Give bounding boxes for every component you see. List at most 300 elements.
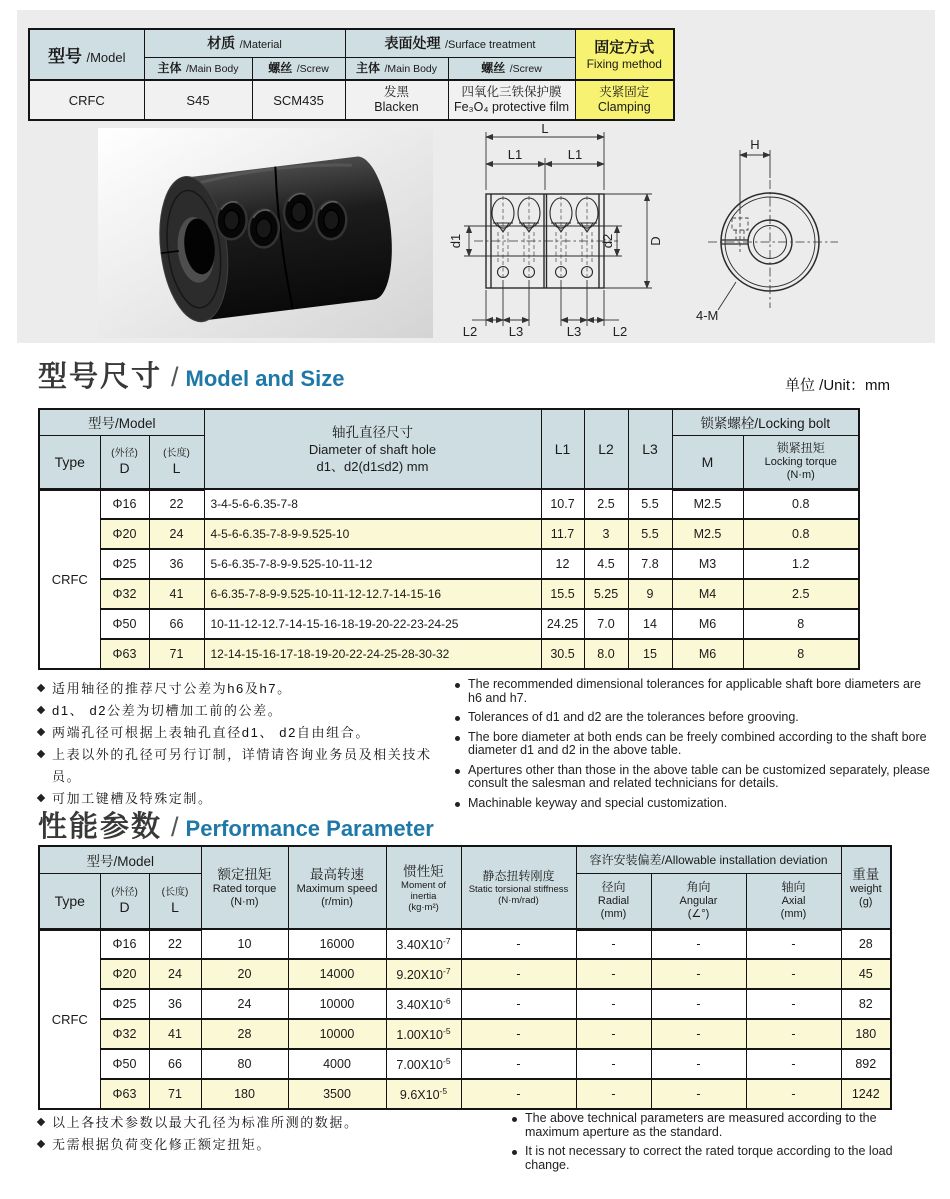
size-l1: 15.5 xyxy=(541,579,584,609)
spec-model-value: CRFC xyxy=(29,80,144,120)
inertia-exp: -7 xyxy=(443,965,451,976)
size-row xyxy=(39,609,859,639)
header-l3: L3 xyxy=(628,409,672,489)
stiffness-zh: 静态扭转刚度 xyxy=(482,869,555,883)
inertia-exp: -5 xyxy=(443,1025,451,1036)
spec-table xyxy=(28,28,675,121)
section-title-performance xyxy=(38,804,434,845)
size-l1: 11.7 xyxy=(541,519,584,549)
perf-row xyxy=(39,1049,891,1079)
size-l: 66 xyxy=(149,609,204,639)
spec-row xyxy=(29,80,674,120)
perf-row xyxy=(39,989,891,1019)
bullet-icon xyxy=(512,1117,517,1122)
size-d: Φ16 xyxy=(100,489,149,519)
perf-speed: 10000 xyxy=(288,1019,386,1049)
size-l2: 8.0 xyxy=(584,639,628,669)
perf-axial: - xyxy=(746,1049,841,1079)
bullet-icon xyxy=(455,716,460,721)
size-bores: 3-4-5-6-6.35-7-8 xyxy=(204,489,541,519)
spec-header-screw-en: /Screw xyxy=(296,63,329,76)
inertia-exp: -7 xyxy=(443,935,451,946)
spec-header-fixing-zh: 固定方式 xyxy=(594,38,655,56)
inertia-zh: 惯性矩 xyxy=(403,863,444,879)
header-d-note: (外径) xyxy=(111,886,138,898)
perf-torque: 24 xyxy=(201,989,288,1019)
bullet-icon xyxy=(455,736,460,741)
note-item xyxy=(455,711,932,725)
dim-label-L3-left: L3 xyxy=(508,324,524,339)
inertia-base: 1.00X10 xyxy=(396,1028,443,1043)
size-d: Φ63 xyxy=(100,639,149,669)
inertia-base: 9.20X10 xyxy=(396,968,443,983)
perf-d: Φ63 xyxy=(100,1079,149,1109)
rated-torque-zh: 额定扭矩 xyxy=(217,867,272,882)
perf-angular: - xyxy=(651,989,746,1019)
note-item xyxy=(38,744,455,788)
perf-axial: - xyxy=(746,929,841,959)
note-item xyxy=(512,1112,932,1139)
spec-header-material xyxy=(144,29,345,57)
axial-unit: (mm) xyxy=(780,908,807,920)
inertia-exp: -5 xyxy=(439,1085,448,1096)
weight-zh: 重量 xyxy=(852,867,880,882)
perf-l: 24 xyxy=(149,959,201,989)
perf-inertia xyxy=(386,929,461,959)
dim-label-H: H xyxy=(750,137,760,152)
dim-label-L1-right: L1 xyxy=(567,147,583,162)
section2-title-separator: / xyxy=(171,812,179,842)
size-l2: 2.5 xyxy=(584,489,628,519)
bullet-icon xyxy=(37,750,45,758)
header-type: Type xyxy=(39,435,100,489)
perf-weight: 892 xyxy=(841,1049,891,1079)
perf-l: 22 xyxy=(149,929,201,959)
shaft-header-range: d1、d2(d1≤d2) mm xyxy=(316,458,429,474)
perf-weight: 45 xyxy=(841,959,891,989)
size-l2: 4.5 xyxy=(584,549,628,579)
perf-torque: 180 xyxy=(201,1079,288,1109)
header-l2: L2 xyxy=(584,409,628,489)
dim-label-d1: d1 xyxy=(448,233,463,249)
header-radial xyxy=(576,873,651,929)
inertia-exp: -5 xyxy=(443,1055,451,1066)
torque-header-unit: (N·m) xyxy=(786,469,815,481)
size-row xyxy=(39,639,859,669)
perf-axial: - xyxy=(746,989,841,1019)
spec-header-model-en: /Model xyxy=(86,50,126,65)
size-torque: 0.8 xyxy=(743,519,859,549)
header-l-note: (长度) xyxy=(163,447,190,459)
bullet-icon xyxy=(455,769,460,774)
perf-d: Φ50 xyxy=(100,1049,149,1079)
size-l: 36 xyxy=(149,549,204,579)
dim-label-L2-right: L2 xyxy=(612,324,628,339)
spec-header-surface-zh: 表面处理 xyxy=(384,35,441,52)
perf-angular: - xyxy=(651,929,746,959)
size-torque: 8 xyxy=(743,609,859,639)
size-l: 24 xyxy=(149,519,204,549)
spec-header-model xyxy=(29,29,144,80)
note-item xyxy=(455,731,932,758)
note-text: Apertures other than those in the above table can be customized separately, please consult the salesman and related technicians for details. xyxy=(468,762,930,790)
axial-en: Axial xyxy=(781,895,806,907)
header-d xyxy=(100,873,149,929)
header-d-letter: D xyxy=(119,898,130,915)
angular-en: Angular xyxy=(679,895,718,907)
header-d-note: (外径) xyxy=(111,447,138,459)
spec-header-model-zh: 型号 xyxy=(48,47,82,66)
size-row xyxy=(39,519,859,549)
note-text: Tolerances of d1 and d2 are the tolerances before grooving. xyxy=(468,710,799,724)
note-text: d1、 d2公差为切槽加工前的公差。 xyxy=(52,703,283,718)
note-text: It is not necessary to correct the rated torque according to the load change. xyxy=(525,1144,893,1172)
inertia-base: 7.00X10 xyxy=(396,1058,443,1073)
note-item xyxy=(38,1134,512,1156)
stiffness-en: Static torsional stiffness xyxy=(468,884,569,895)
note-text: Machinable keyway and special customization. xyxy=(468,795,728,810)
perf-row xyxy=(39,1019,891,1049)
size-d: Φ20 xyxy=(100,519,149,549)
size-l: 22 xyxy=(149,489,204,519)
header-l1: L1 xyxy=(541,409,584,489)
perf-axial: - xyxy=(746,1079,841,1109)
section2-title-zh: 性能参数 xyxy=(38,811,163,843)
dim-label-L: L xyxy=(541,121,549,136)
spec-header-screw-zh: 螺丝 xyxy=(268,61,293,76)
header-weight xyxy=(841,846,891,929)
header-inertia xyxy=(386,846,461,929)
section-title-model-size xyxy=(38,354,344,395)
perf-angular: - xyxy=(651,959,746,989)
size-l3: 7.8 xyxy=(628,549,672,579)
perf-weight: 28 xyxy=(841,929,891,959)
size-m: M6 xyxy=(672,609,743,639)
perf-l: 41 xyxy=(149,1019,201,1049)
note-text: The bore diameter at both ends can be freely combined according to the shaft bore diameter d1 and d2 in the above table. xyxy=(468,729,927,757)
size-notes-en xyxy=(455,678,932,816)
max-speed-zh: 最高转速 xyxy=(310,867,364,882)
size-row xyxy=(39,579,859,609)
spec-header-fixing xyxy=(575,29,674,80)
size-notes-zh xyxy=(38,678,455,816)
unit-label: 单位 /Unit：mm xyxy=(784,377,890,394)
perf-stiffness: - xyxy=(461,1019,576,1049)
header-angular xyxy=(651,873,746,929)
perf-d: Φ25 xyxy=(100,989,149,1019)
perf-angular: - xyxy=(651,1049,746,1079)
perf-inertia xyxy=(386,959,461,989)
size-bores: 12-14-15-16-17-18-19-20-22-24-25-28-30-32 xyxy=(204,639,541,669)
inertia-base: 3.40X10 xyxy=(396,938,443,953)
header-deviation-group: 容许安装偏差/Allowable installation deviation xyxy=(576,846,841,873)
spec-header-material-zh: 材质 xyxy=(207,35,236,52)
perf-inertia xyxy=(386,1019,461,1049)
performance-notes-en xyxy=(512,1112,932,1178)
side-view-drawing xyxy=(436,120,688,347)
section1-title-en: Model and Size xyxy=(185,366,345,391)
perf-l: 71 xyxy=(149,1079,201,1109)
dim-label-D: D xyxy=(648,236,663,246)
header-locking-group: 锁紧螺栓/Locking bolt xyxy=(672,409,859,435)
note-item xyxy=(455,797,932,811)
perf-radial: - xyxy=(576,1019,651,1049)
dim-label-L2-left: L2 xyxy=(462,324,478,339)
header-l xyxy=(149,873,201,929)
spec-surface-main-value xyxy=(345,80,448,120)
section1-title-separator: / xyxy=(171,362,179,392)
size-l3: 15 xyxy=(628,639,672,669)
perf-d: Φ20 xyxy=(100,959,149,989)
header-stiffness xyxy=(461,846,576,929)
header-max-speed xyxy=(288,846,386,929)
note-text: 无需根据负荷变化修正额定扭矩。 xyxy=(52,1137,272,1152)
note-text: The above technical parameters are measured according to the maximum aperture as the standard. xyxy=(525,1111,877,1139)
perf-speed: 16000 xyxy=(288,929,386,959)
bullet-icon xyxy=(37,1118,45,1126)
header-l-letter: L xyxy=(171,898,179,915)
section1-title-zh: 型号尺寸 xyxy=(38,361,163,393)
size-bores: 5-6-6.35-7-8-9-9.525-10-11-12 xyxy=(204,549,541,579)
header-m: M xyxy=(672,435,743,489)
spec-header-surface-en: /Surface treatment xyxy=(445,39,536,52)
header-d xyxy=(100,435,149,489)
note-text: 可加工键槽及特殊定制。 xyxy=(52,791,213,806)
size-row xyxy=(39,549,859,579)
size-torque: 8 xyxy=(743,639,859,669)
note-item xyxy=(455,678,932,705)
size-model-cell: CRFC xyxy=(39,489,100,669)
dim-label-4M: 4-M xyxy=(696,308,719,323)
size-l1: 12 xyxy=(541,549,584,579)
header-type: Type xyxy=(39,873,100,929)
size-m: M3 xyxy=(672,549,743,579)
size-l1: 24.25 xyxy=(541,609,584,639)
size-l2: 7.0 xyxy=(584,609,628,639)
spec-surface-main-zh: 发黑 xyxy=(384,85,410,99)
perf-d: Φ32 xyxy=(100,1019,149,1049)
note-text: 适用轴径的推荐尺寸公差为h6及h7。 xyxy=(52,681,292,696)
weight-unit: (g) xyxy=(859,896,873,908)
spec-header-fixing-en: Fixing method xyxy=(586,56,662,71)
size-torque: 2.5 xyxy=(743,579,859,609)
dim-label-L3-right: L3 xyxy=(566,324,582,339)
perf-stiffness: - xyxy=(461,1049,576,1079)
spec-header-screw xyxy=(252,57,345,80)
note-text: 上表以外的孔径可另行订制，详情请咨询业务员及相关技术员。 xyxy=(52,747,432,784)
spec-header-mainbody-en: /Main Body xyxy=(185,63,239,76)
angular-zh: 角向 xyxy=(686,880,711,894)
size-notes xyxy=(38,678,932,816)
inertia-en: Moment of inertia xyxy=(401,879,446,902)
note-item xyxy=(455,764,932,791)
perf-angular: - xyxy=(651,1079,746,1109)
angular-unit: (∠°) xyxy=(687,908,710,920)
spec-header-mainbody xyxy=(144,57,252,80)
size-d: Φ50 xyxy=(100,609,149,639)
perf-row xyxy=(39,929,891,959)
perf-row xyxy=(39,1079,891,1109)
note-item xyxy=(38,722,455,744)
size-torque: 1.2 xyxy=(743,549,859,579)
header-rated-torque xyxy=(201,846,288,929)
perf-l: 36 xyxy=(149,989,201,1019)
size-l3: 5.5 xyxy=(628,489,672,519)
size-bores: 6-6.35-7-8-9-9.525-10-11-12-12.7-14-15-16 xyxy=(204,579,541,609)
spec-surface-screw-value xyxy=(448,80,575,120)
header-shaft-hole xyxy=(204,409,541,489)
perf-radial: - xyxy=(576,959,651,989)
header-l xyxy=(149,435,204,489)
size-torque: 0.8 xyxy=(743,489,859,519)
spec-fixing-en: Clamping xyxy=(597,100,651,114)
size-bores: 4-5-6-6.35-7-8-9-9.525-10 xyxy=(204,519,541,549)
note-item xyxy=(38,1112,512,1134)
bullet-icon xyxy=(37,728,45,736)
perf-stiffness: - xyxy=(461,989,576,1019)
size-l3: 5.5 xyxy=(628,519,672,549)
perf-inertia xyxy=(386,1049,461,1079)
stiffness-unit: (N·m/rad) xyxy=(498,895,539,906)
size-row xyxy=(39,489,859,519)
perf-axial: - xyxy=(746,959,841,989)
perf-angular: - xyxy=(651,1019,746,1049)
size-d: Φ25 xyxy=(100,549,149,579)
radial-zh: 径向 xyxy=(601,880,626,894)
spec-header-screw2-en: /Screw xyxy=(509,63,542,76)
section2-title-en: Performance Parameter xyxy=(185,816,434,841)
size-l: 71 xyxy=(149,639,204,669)
spec-header-material-en: /Material xyxy=(239,39,282,52)
model-size-table xyxy=(38,408,860,670)
max-speed-en: Maximum speed xyxy=(296,883,378,895)
bullet-icon xyxy=(37,1140,45,1148)
inertia-base: 9.6X10 xyxy=(399,1088,440,1103)
note-text: 两端孔径可根据上表轴孔直径d1、 d2自由组合。 xyxy=(52,725,370,740)
perf-radial: - xyxy=(576,929,651,959)
spec-header-mainbody2-en: /Main Body xyxy=(384,63,438,76)
perf-speed: 10000 xyxy=(288,989,386,1019)
torque-header-en: Locking torque xyxy=(764,456,837,468)
perf-speed: 14000 xyxy=(288,959,386,989)
spec-header-surface xyxy=(345,29,575,57)
note-item xyxy=(38,678,455,700)
perf-weight: 82 xyxy=(841,989,891,1019)
spec-header-screw2 xyxy=(448,57,575,80)
perf-stiffness: - xyxy=(461,1079,576,1109)
perf-weight: 1242 xyxy=(841,1079,891,1109)
spec-header-mainbody2 xyxy=(345,57,448,80)
bullet-icon xyxy=(37,684,45,692)
spec-header-mainbody2-zh: 主体 xyxy=(356,61,381,76)
perf-stiffness: - xyxy=(461,959,576,989)
size-l2: 5.25 xyxy=(584,579,628,609)
axial-zh: 轴向 xyxy=(781,880,806,894)
perf-torque: 80 xyxy=(201,1049,288,1079)
spec-header-screw2-zh: 螺丝 xyxy=(481,61,506,76)
performance-notes xyxy=(38,1112,932,1178)
bullet-icon xyxy=(37,706,45,714)
performance-notes-zh xyxy=(38,1112,512,1178)
size-l3: 14 xyxy=(628,609,672,639)
perf-model-cell: CRFC xyxy=(39,929,100,1109)
size-l2: 3 xyxy=(584,519,628,549)
size-m: M2.5 xyxy=(672,489,743,519)
dim-label-d2: d2 xyxy=(600,233,615,249)
perf-torque: 28 xyxy=(201,1019,288,1049)
rated-torque-en: Rated torque xyxy=(212,883,277,895)
perf-weight: 180 xyxy=(841,1019,891,1049)
header-locking-torque xyxy=(743,435,859,489)
max-speed-unit: (r/min) xyxy=(321,896,353,908)
header-l-note: (长度) xyxy=(161,886,189,898)
header-model-group: 型号/Model xyxy=(39,409,204,435)
size-m: M2.5 xyxy=(672,519,743,549)
bullet-icon xyxy=(455,802,460,807)
spec-fixing-zh: 夹紧固定 xyxy=(599,85,650,99)
header-axial xyxy=(746,873,841,929)
note-item xyxy=(38,700,455,722)
spec-material-main-value: S45 xyxy=(144,80,252,120)
perf-l: 66 xyxy=(149,1049,201,1079)
size-l3: 9 xyxy=(628,579,672,609)
perf-inertia xyxy=(386,989,461,1019)
inertia-exp: -6 xyxy=(443,995,451,1006)
perf-radial: - xyxy=(576,1079,651,1109)
size-m: M6 xyxy=(672,639,743,669)
note-text: The recommended dimensional tolerances for applicable shaft bore diameters are h6 and h7. xyxy=(468,677,922,705)
shaft-header-en: Diameter of shaft hole xyxy=(308,441,437,457)
radial-en: Radial xyxy=(597,895,630,907)
radial-unit: (mm) xyxy=(600,908,627,920)
perf-speed: 3500 xyxy=(288,1079,386,1109)
dim-label-L1-left: L1 xyxy=(507,147,523,162)
weight-en: weight xyxy=(849,883,882,895)
product-photo xyxy=(98,128,433,343)
perf-d: Φ16 xyxy=(100,929,149,959)
perf-torque: 10 xyxy=(201,929,288,959)
bullet-icon xyxy=(455,683,460,688)
spec-surface-screw-zh: 四氧化三铁保护膜 xyxy=(461,85,562,99)
rated-torque-unit: (N·m) xyxy=(230,896,259,908)
perf-radial: - xyxy=(576,989,651,1019)
bullet-icon xyxy=(37,794,45,802)
size-bores: 10-11-12-12.7-14-15-16-18-19-20-22-23-24-25 xyxy=(204,609,541,639)
spec-surface-main-en: Blacken xyxy=(374,100,419,114)
note-item xyxy=(512,1145,932,1172)
size-l: 41 xyxy=(149,579,204,609)
perf-inertia xyxy=(386,1079,461,1109)
header-d-letter: D xyxy=(119,459,130,476)
performance-table xyxy=(38,845,892,1110)
inertia-unit: (kg·m²) xyxy=(408,901,439,913)
front-view-drawing xyxy=(690,120,948,347)
perf-row xyxy=(39,959,891,989)
size-m: M4 xyxy=(672,579,743,609)
size-l1: 10.7 xyxy=(541,489,584,519)
perf-speed: 4000 xyxy=(288,1049,386,1079)
torque-header-zh: 锁紧扭矩 xyxy=(776,441,825,455)
header-model-group: 型号/Model xyxy=(39,846,201,873)
spec-material-screw-value: SCM435 xyxy=(252,80,345,120)
perf-torque: 20 xyxy=(201,959,288,989)
spec-header-mainbody-zh: 主体 xyxy=(157,61,182,76)
bullet-icon xyxy=(512,1150,517,1155)
spec-surface-screw-en: Fe₃O₄ protective film xyxy=(453,100,570,114)
perf-axial: - xyxy=(746,1019,841,1049)
size-l1: 30.5 xyxy=(541,639,584,669)
shaft-header-zh: 轴孔直径尺寸 xyxy=(332,424,413,440)
